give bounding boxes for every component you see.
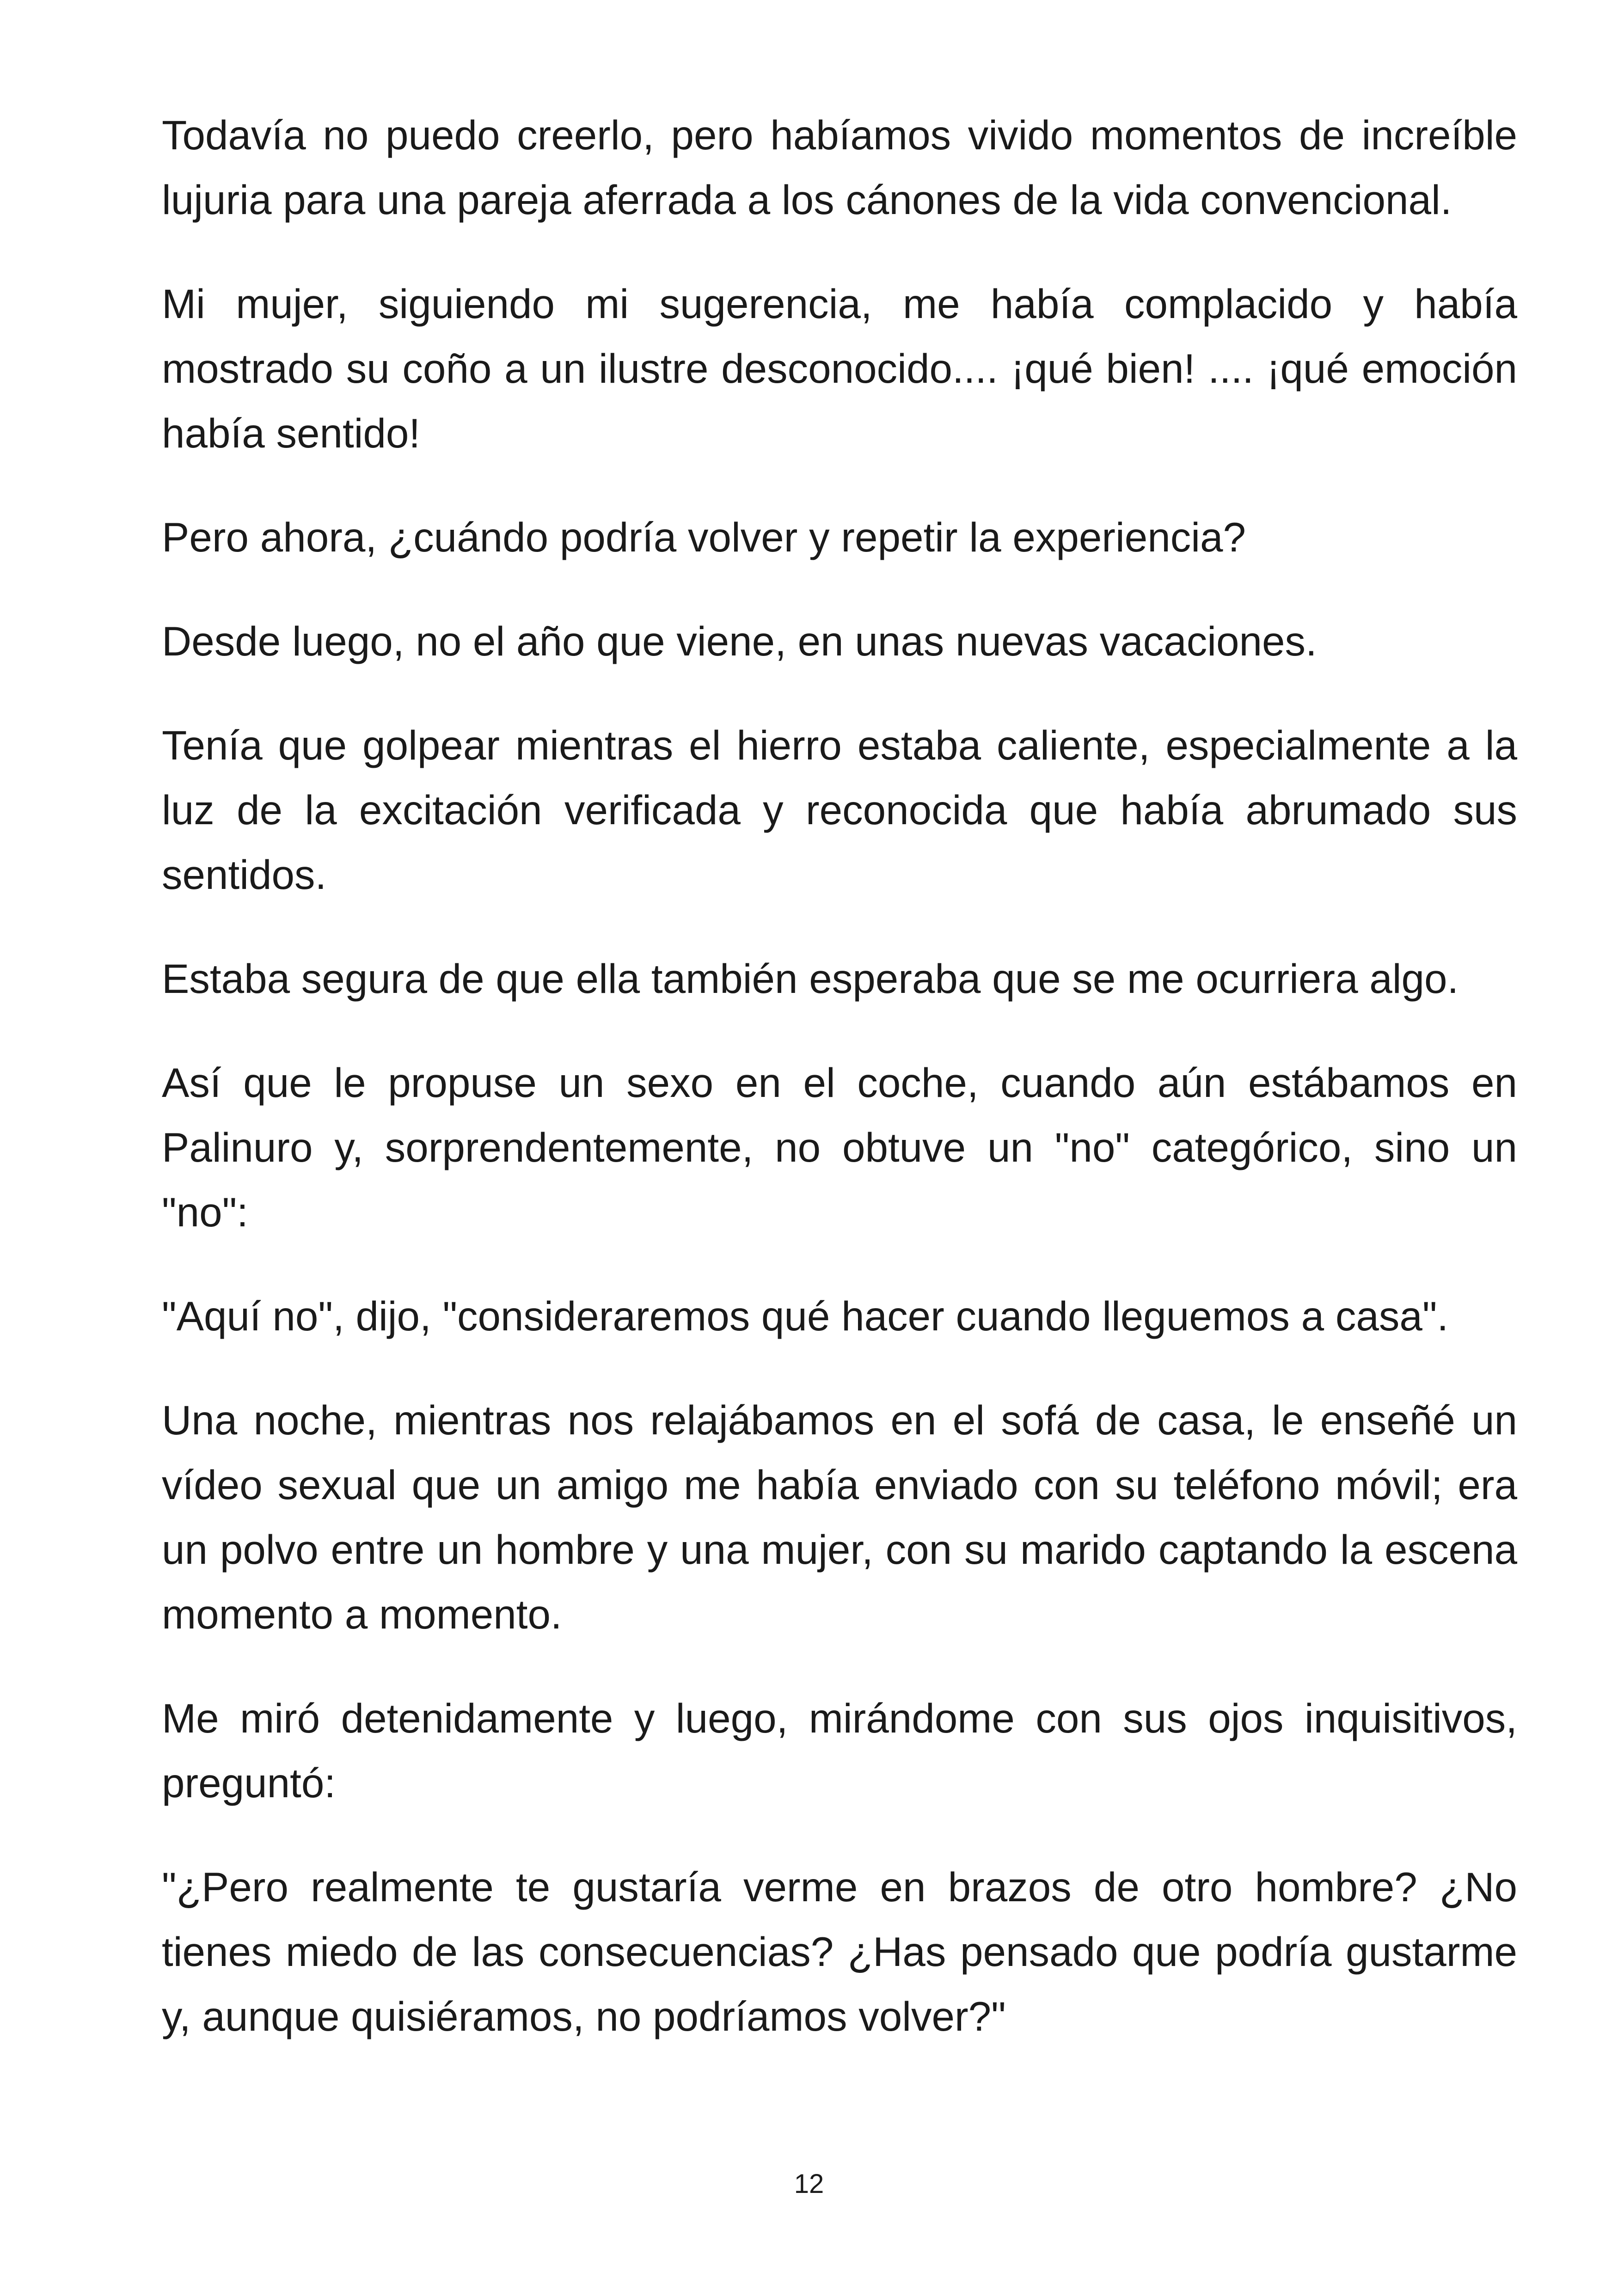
body-text [162,103,1517,2088]
paragraph-3: Pero ahora, ¿cuándo podría volver y repetir la experiencia? [162,514,1246,560]
paragraph-5: Tenía que golpear mientras el hierro estaba caliente, especialmente a la luz de la excitación verificada y reconocida que había abrumado sus sentidos. [162,722,1517,898]
paragraph-1: Todavía no puedo creerlo, pero habíamos vivido momentos de increíble lujuria para una pareja aferrada a los cánones de la vida convencional. [162,112,1517,223]
paragraph-9: Una noche, mientras nos relajábamos en el sofá de casa, le enseñé un vídeo sexual que un amigo me había enviado con su teléfono móvil; era un polvo entre un hombre y una mujer, con su marido captando la escena momento a momento. [162,1397,1517,1637]
paragraph-8: "Aquí no", dijo, "consideraremos qué hacer cuando lleguemos a casa". [162,1293,1449,1339]
paragraph-10: Me miró detenidamente y luego, mirándome con sus ojos inquisitivos, preguntó: [162,1695,1517,1806]
page-number: 12 [794,2169,824,2199]
paragraph-2: Mi mujer, siguiendo mi sugerencia, me había complacido y había mostrado su coño a un ilustre desconocido.... ¡qué bien! .... ¡qué emoción había sentido! [162,281,1517,456]
paragraph-7: Así que le propuse un sexo en el coche, cuando aún estábamos en Palinuro y, sorprendentemente, no obtuve un "no" categórico, sino un "no": [162,1059,1517,1235]
paragraph-6: Estaba segura de que ella también esperaba que se me ocurriera algo. [162,955,1459,1002]
paragraph-4: Desde luego, no el año que viene, en unas nuevas vacaciones. [162,618,1317,664]
paragraph-11: "¿Pero realmente te gustaría verme en brazos de otro hombre? ¿No tienes miedo de las consecuencias? ¿Has pensado que podría gustarme y, aunque quisiéramos, no podríamos volver?" [162,1864,1517,2039]
